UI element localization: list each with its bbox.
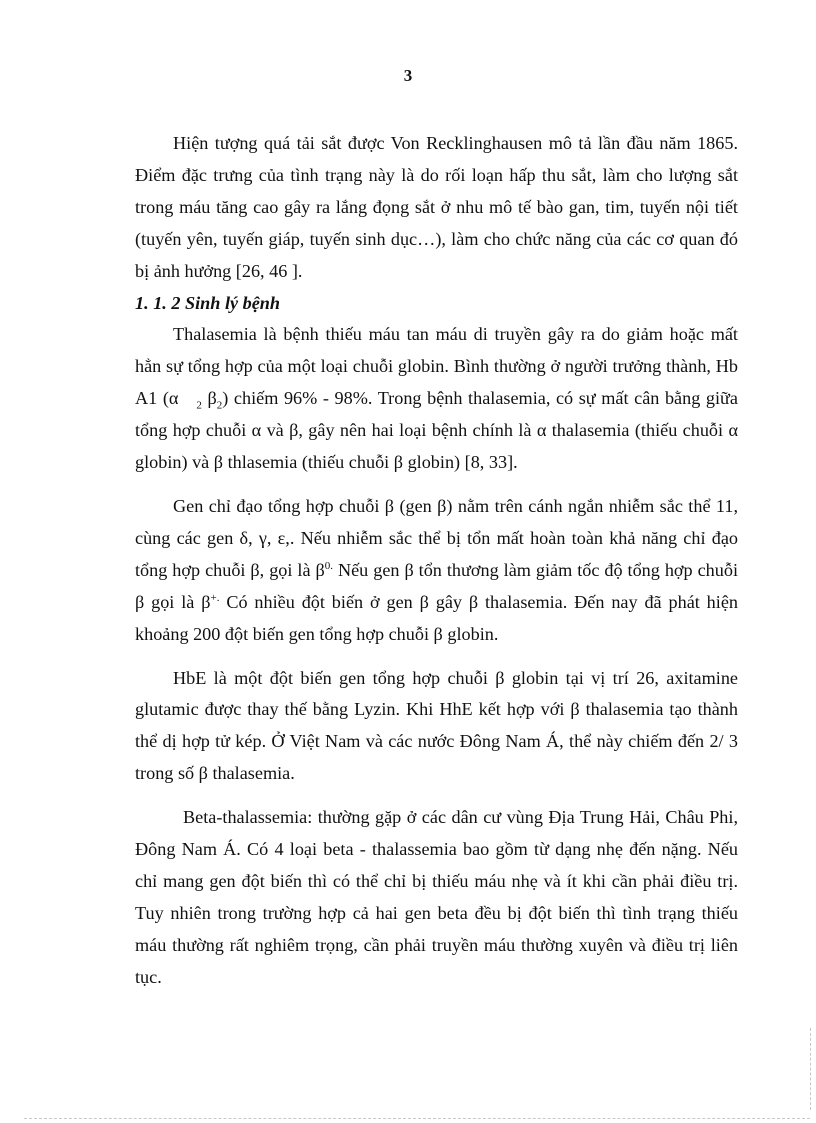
text-segment: Thalasemia là bệnh thiếu máu tan máu di truyền gây ra do giảm hoặc mất hẳn sự tổng hợp của một loại chuỗi globin. Bình thường ở người trưởng thành, Hb A1 (α [135, 324, 738, 409]
paragraph-beta-gene [135, 491, 738, 651]
document-body [135, 128, 738, 994]
paragraph-pathophysiology [135, 319, 738, 479]
text-segment: Gen chỉ đạo tổng hợp chuỗi β (gen β) nằm trên cánh ngắn nhiễm sắc thể 11, cùng các gen δ, γ, ε,. Nếu nhiễm sắc thể bị tổn mất hoàn toàn khả năng chỉ đạo tổng hợp chuỗi β, gọi là β [135, 495, 738, 580]
text-segment: ) chiếm 96% - 98%. Trong bệnh thalasemia, có sự mất cân bằng giữa tổng hợp chuỗi α và β, gây nên hai loại bệnh chính là α thalasemia (thiếu chuỗi α globin) và β thlasemia (thiếu chuỗi β globin) [8, 33]. [135, 388, 738, 473]
page-border-right [810, 1028, 811, 1110]
paragraph-beta-thalassemia: Beta-thalassemia: thường gặp ở các dân cư vùng Địa Trung Hải, Châu Phi, Đông Nam Á. Có 4 loại beta - thalassemia bao gồm từ dạng nhẹ đến nặng. Nếu chỉ mang gen đột biến thì có thể chỉ bị thiếu máu nhẹ và ít khi cần phải điều trị. Tuy nhiên trong trường hợp cả hai gen beta đều bị đột biến thì tình trạng thiếu máu thường rất nghiêm trọng, cần phải truyền máu thường xuyên và điều trị liên tục. [135, 807, 738, 987]
page-number: 3 [403, 66, 413, 85]
section-heading: 1. 1. 2 Sinh lý bệnh [135, 292, 281, 313]
superscript: 0. [324, 559, 333, 572]
subscript: 2 [216, 399, 223, 412]
text-segment: Có nhiều đột biến ở gen β gây β thalasemia. Đến nay đã phát hiện khoảng 200 đột biến gen tổng hợp chuỗi β globin. [135, 591, 738, 644]
text-segment: β [201, 388, 217, 409]
subscript: 2 [196, 399, 202, 412]
paragraph-iron-overload: Hiện tượng quá tải sắt được Von Recklinghausen mô tả lần đầu năm 1865. Điểm đặc trưng của tình trạng này là do rối loạn hấp thu sắt, làm cho lượng sắt trong máu tăng cao gây ra lắng đọng sắt ở nhu mô tế bào gan, tim, tuyến nội tiết (tuyến yên, tuyến giáp, tuyến sinh dục…), làm cho chức năng của các cơ quan đó bị ảnh hưởng [26, 46 ]. [135, 133, 738, 281]
superscript: +. [210, 591, 220, 604]
text-segment: Nếu gen β tổn thương làm giảm tốc độ tổng hợp chuỗi β gọi là β [135, 559, 738, 612]
paragraph-hbe: HbE là một đột biến gen tổng hợp chuỗi β globin tại vị trí 26, axitamine glutamic được thay thế bằng Lyzin. Khi HhE kết hợp với β thalasemia tạo thành thể dị hợp tử kép. Ở Việt Nam và các nước Đông Nam Á, thể này chiếm đến 2/ 3 trong số β thalasemia. [135, 667, 738, 784]
page-border-bottom [24, 1118, 810, 1119]
